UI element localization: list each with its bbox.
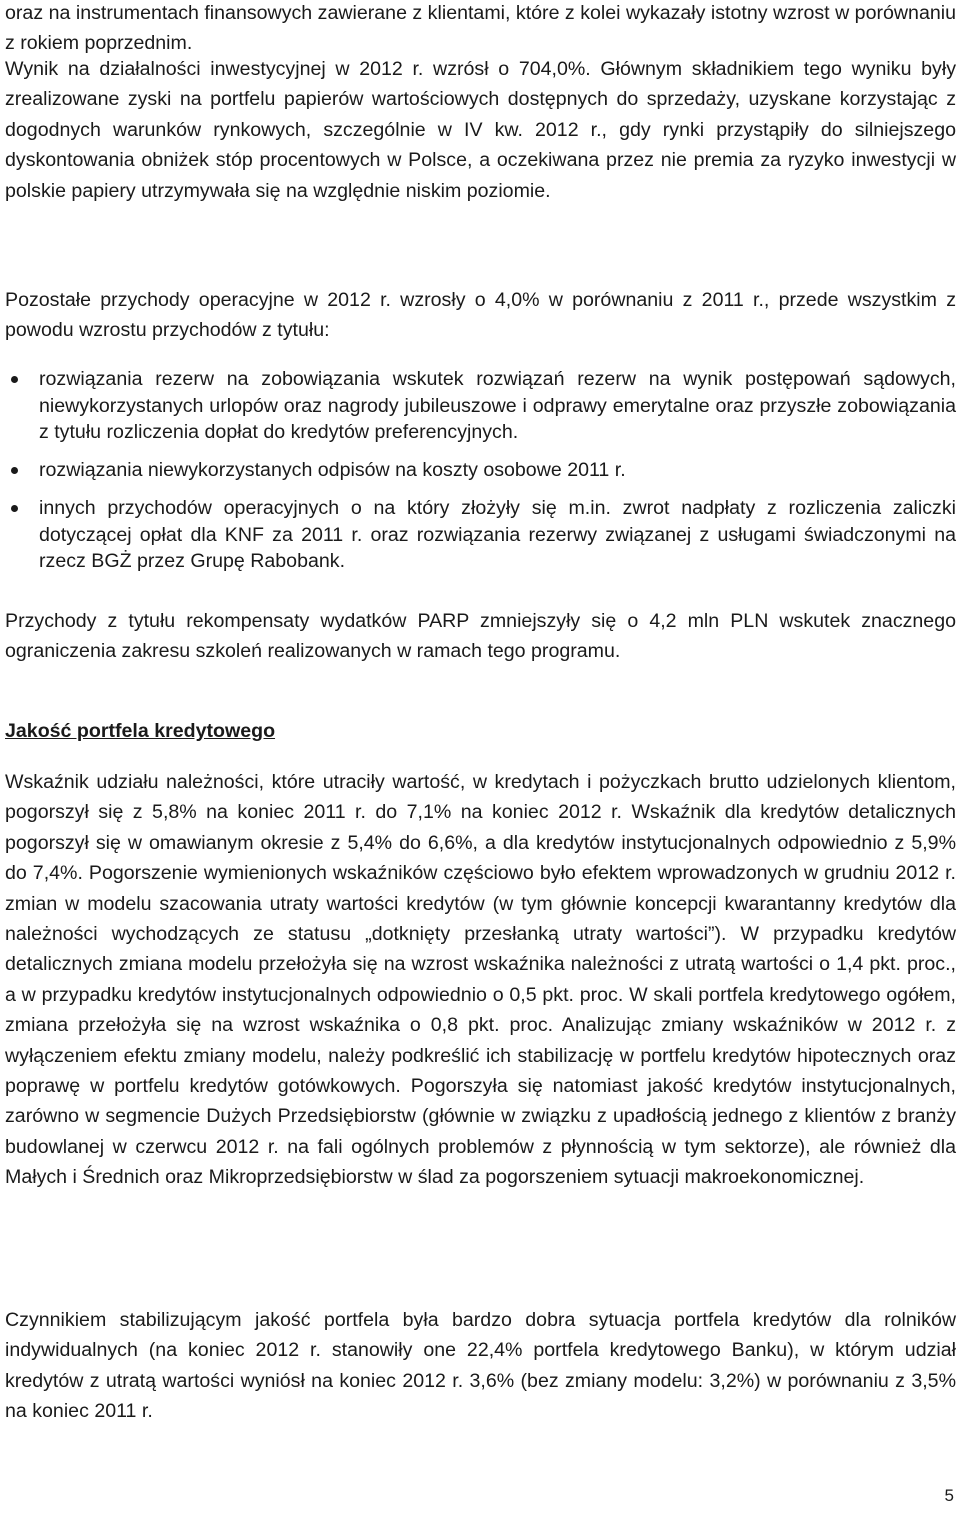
list-item-text: rozwiązania niewykorzystanych odpisów na koszty osobowe 2011 r. xyxy=(39,459,626,481)
paragraph-impaired-loans-ratio: Wskaźnik udziału należności, które utraciły wartość, w kredytach i pożyczkach brutto udzielonych klientom, pogorszył się z 5,8% na koniec 2011 r. do 7,1% na koniec 2012 r. Wskaźnik dla kredytów detalicznych pogorszył się w omawianym okresie z 5,4% do 6,6%, a dla kredytów instytucjonalnych odpowiednio z 5,9% do 7,4%. Pogorszenie wymienionych wskaźników częściowo było efektem wprowadzonych w grudniu 2012 r. zmian w modelu szacowania utraty wartości kredytów (w tym głównie koncepcji kwarantanny kredytów dla należności wychodzących ze statusu „dotknięty przesłanką utraty wartości”). W przypadku kredytów detalicznych zmiana modelu przełożyła się na wzrost wskaźnika należności z utratą wartości o 1,4 pkt. proc., a w przypadku kredytów instytucjonalnych odpowiednio o 0,5 pkt. proc. W skali portfela kredytowego ogółem, zmiana przełożyła się na wzrost wskaźnika o 0,8 pkt. proc. Analizując zmiany wskaźników w 2012 r. z wyłączeniem efektu zmiany modelu, należy podkreślić ich stabilizację w portfelu kredytów hipotecznych oraz poprawę w portfelu kredytów gotówkowych. Pogorszyła się natomiast jakość kredytów instytucjonalnych, zarówno w segmencie Dużych Przedsiębiorstw (głównie w związku z upadłością jednego z klientów z branży budowlanej w czerwcu 2012 r. na fali ogólnych problemów z płynnością w tym sektorze), ale również dla Małych i Średnich oraz Mikroprzedsiębiorstw w ślad za pogorszeniem sytuacji makroekonomicznej. xyxy=(5,771,956,1189)
bullet-icon xyxy=(11,505,18,512)
list-item-text: innych przychodów operacyjnych o na który złożyły się m.in. zwrot nadpłaty z rozliczenia zaliczki dotyczącej opłat dla KNF za 2011 r. oraz rozwiązania rezerwy związanej z usługami świadczonymi na rzecz BGŻ przez Grupę Rabobank. xyxy=(39,497,956,572)
paragraph-other-operating-income: Pozostałe przychody operacyjne w 2012 r. wzrosły o 4,0% w porównaniu z 2011 r., przede wszystkim z powodu wzrostu przychodów z tytułu: xyxy=(5,289,956,342)
list-item-text: rozwiązania rezerw na zobowiązania wskutek rozwiązań rezerw na wynik postępowań sądowych, niewykorzystanych urlopów oraz nagrody jubileuszowe i odprawy emerytalne oraz przyszłe zobowiązania z tytułu rozliczenia dopłat do kredytów preferencyjnych. xyxy=(39,368,956,443)
section-heading: Jakość portfela kredytowego xyxy=(5,720,276,742)
paragraph-parp-compensation: Przychody z tytułu rekompensaty wydatków PARP zmniejszyły się o 4,2 mln PLN wskutek znacznego ograniczenia zakresu szkoleń realizowanych w ramach tego programu. xyxy=(5,610,956,663)
paragraph-derivatives-continuation: oraz na instrumentach finansowych zawierane z klientami, które z kolei wykazały istotny wzrost w porównaniu z rokiem poprzednim. xyxy=(5,2,956,55)
bullet-icon xyxy=(11,467,18,474)
list-item xyxy=(5,457,956,484)
bullet-icon xyxy=(11,376,18,383)
paragraph-stabilizing-factor: Czynnikiem stabilizującym jakość portfela była bardzo dobra sytuacja portfela kredytów dla rolników indywidualnych (na koniec 2012 r. stanowiły one 22,4% portfela kredytowego Banku), w którym udział kredytów z utratą wartości wyniósł na koniec 2012 r. 3,6% (bez zmiany modelu: 3,2%) w porównaniu z 3,5% na koniec 2011 r. xyxy=(5,1309,956,1423)
list-item xyxy=(5,495,956,575)
income-reasons-list xyxy=(5,366,956,575)
list-item xyxy=(5,366,956,446)
page-number: 5 xyxy=(944,1486,954,1505)
paragraph-investment-result: Wynik na działalności inwestycyjnej w 2012 r. wzrósł o 704,0%. Głównym składnikiem tego wyniku były zrealizowane zyski na portfelu papierów wartościowych dostępnych do sprzedaży, uzyskane korzystając z dogodnych warunków rynkowych, szczególnie w IV kw. 2012 r., gdy rynki przystąpiły do silniejszego dyskontowania obniżek stóp procentowych w Polsce, a oczekiwana przez nie premia za ryzyko inwestycji w polskie papiery utrzymywała się na względnie niskim poziomie. xyxy=(5,58,956,202)
